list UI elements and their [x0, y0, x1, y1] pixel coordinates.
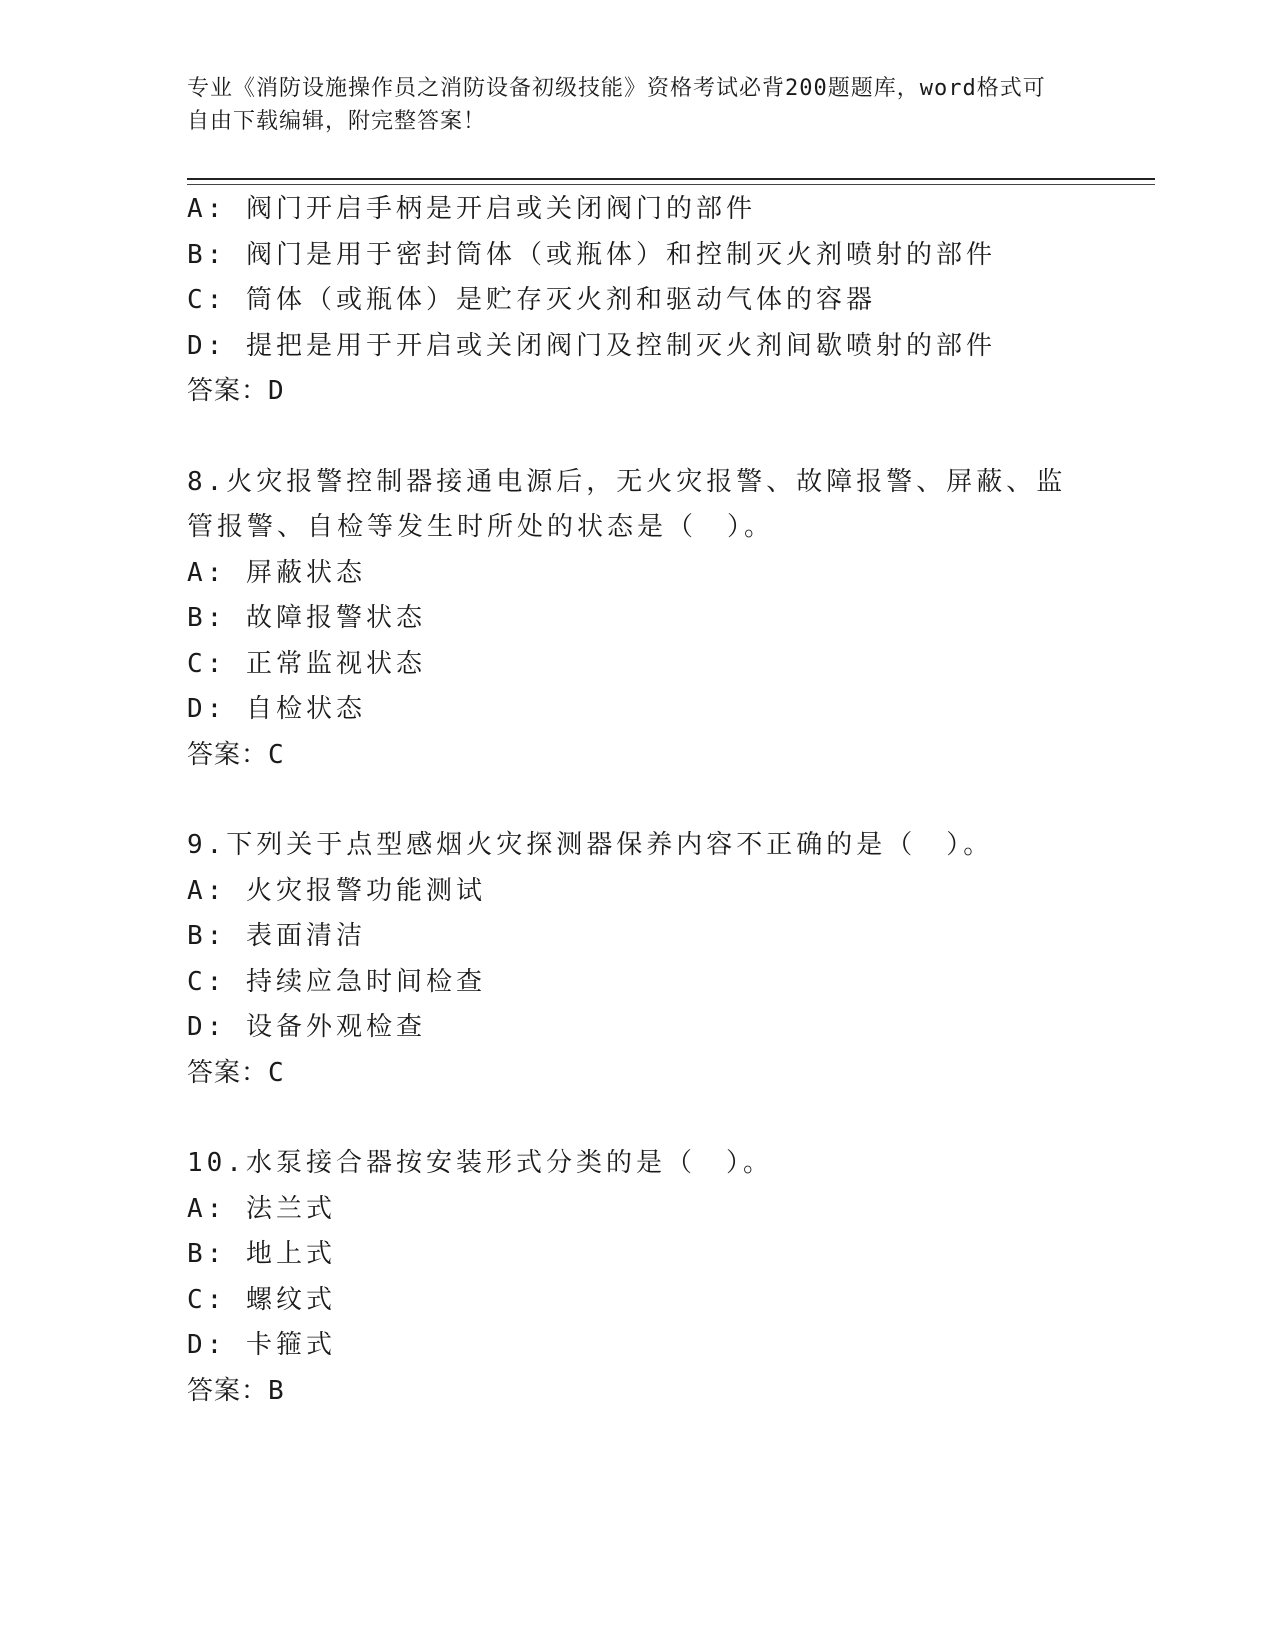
answer-line	[187, 733, 1067, 779]
answer-label: 答案：	[187, 376, 269, 406]
option-c: C: 持续应急时间检查	[187, 966, 486, 997]
answer-value: C	[268, 1057, 285, 1088]
answer-value: B	[268, 1375, 285, 1406]
question-8	[187, 460, 1067, 779]
answer-label: 答案：	[187, 739, 269, 770]
header-rule-thick	[187, 178, 1155, 180]
option-a: A: 阀门开启手柄是开启或关闭阀门的部件	[187, 194, 756, 224]
option-d: D: 提把是用于开启或关闭阀门及控制灭火剂间歇喷射的部件	[187, 330, 996, 361]
answer-line	[187, 1051, 1067, 1097]
option-c: C: 正常监视状态	[187, 648, 426, 679]
question-10	[187, 1141, 1067, 1414]
option-b: B: 阀门是用于密封筒体（或瓶体）和控制灭火剂喷射的部件	[187, 239, 996, 270]
header-rule-thin	[187, 184, 1155, 185]
answer-label: 答案：	[187, 1057, 269, 1088]
answer-line	[187, 369, 1067, 415]
question-text: 10.水泵接合器按安装形式分类的是（ ）。	[187, 1148, 773, 1178]
question-text: 8.火灾报警控制器接通电源后，无火灾报警、故障报警、屏蔽、监管报警、自检等发生时所处的状态是（ ）。	[187, 466, 1067, 542]
option-b: B: 表面清洁	[187, 921, 366, 951]
option-a: A: 火灾报警功能测试	[187, 875, 486, 906]
document-header: 专业《消防设施操作员之消防设备初级技能》资格考试必背200题题库，word格式可自由下载编辑，附完整答案！	[187, 76, 1046, 134]
question-9	[187, 823, 1067, 1096]
option-d: D: 自检状态	[187, 694, 366, 724]
option-a: A: 法兰式	[187, 1193, 336, 1224]
answer-value: D	[268, 376, 285, 406]
question-text: 9.下列关于点型感烟火灾探测器保养内容不正确的是（ ）。	[187, 830, 994, 860]
option-b: B: 地上式	[187, 1239, 336, 1269]
answer-label: 答案：	[187, 1375, 269, 1406]
option-c: C: 筒体（或瓶体）是贮存灭火剂和驱动气体的容器	[187, 285, 876, 315]
question-7-tail	[187, 187, 1067, 415]
answer-line	[187, 1369, 1067, 1415]
option-d: D: 设备外观检查	[187, 1012, 426, 1042]
question-content	[187, 187, 1067, 1414]
answer-value: C	[268, 739, 285, 770]
option-b: B: 故障报警状态	[187, 603, 426, 633]
option-a: A: 屏蔽状态	[187, 557, 366, 588]
option-c: C: 螺纹式	[187, 1284, 336, 1315]
option-d: D: 卡箍式	[187, 1330, 336, 1360]
